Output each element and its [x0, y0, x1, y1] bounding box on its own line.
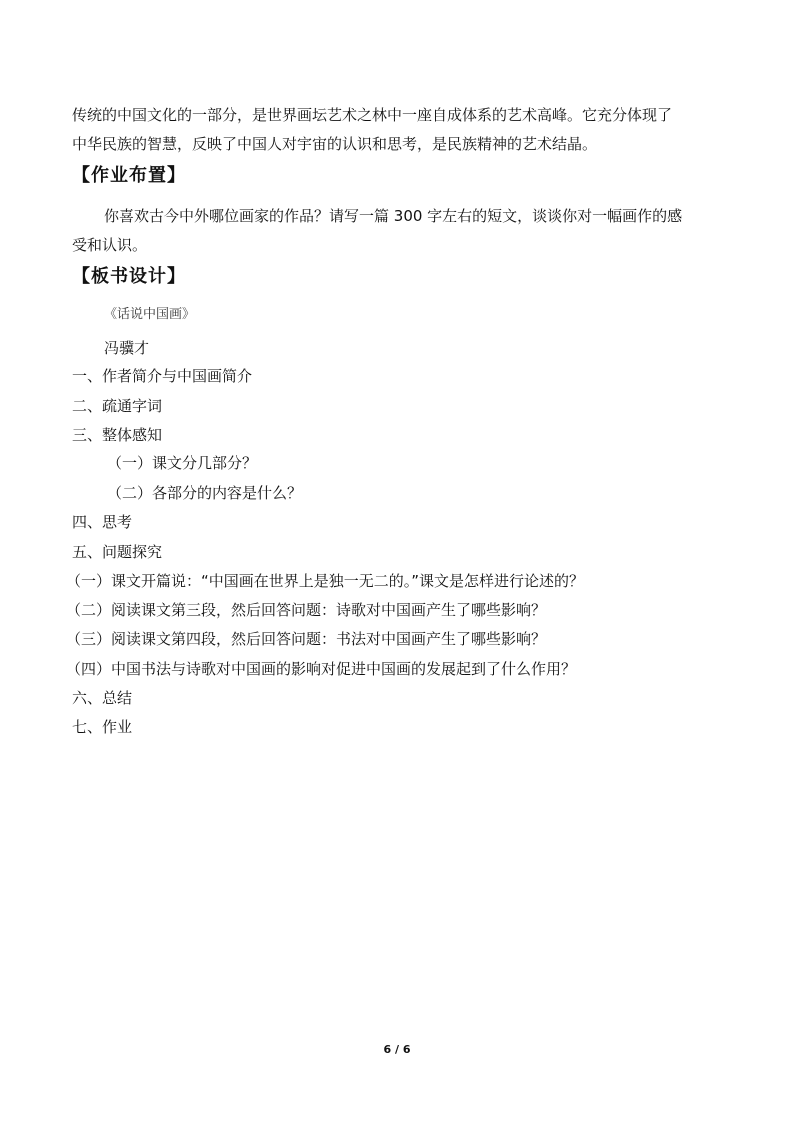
board-item-5-3: （三）阅读课文第四段，然后回答问题：书法对中国画产生了哪些影响？	[66, 630, 547, 648]
board-item-3: 三、整体感知	[72, 426, 163, 444]
board-item-6: 六、总结	[72, 689, 133, 707]
intro-line-2: 中华民族的智慧，反映了中国人对宇宙的认识和思考，是民族精神的艺术结晶。	[72, 135, 598, 153]
homework-line-1: 你喜欢古今中外哪位画家的作品？请写一篇 300 字左右的短文，谈谈你对一幅画作的感	[104, 207, 683, 225]
board-item-5-2: （二）阅读课文第三段，然后回答问题：诗歌对中国画产生了哪些影响？	[66, 601, 547, 619]
board-item-5: 五、问题探究	[72, 543, 163, 561]
board-title: 《话说中国画》	[104, 307, 196, 322]
board-item-3-1: （一）课文分几部分？	[107, 454, 258, 472]
board-item-3-2: （二）各部分的内容是什么？	[107, 484, 303, 502]
board-item-4: 四、思考	[72, 513, 133, 531]
homework-heading: 【作业布置】	[72, 165, 186, 186]
homework-line-2: 受和认识。	[72, 236, 148, 254]
board-author: 冯骥才	[104, 339, 150, 357]
board-item-1: 一、作者简介与中国画简介	[72, 367, 253, 385]
board-item-5-4: （四）中国书法与诗歌对中国画的影响对促进中国画的发展起到了什么作用？	[66, 660, 577, 678]
board-heading: 【板书设计】	[72, 266, 186, 287]
page-number: 6 / 6	[383, 1043, 411, 1056]
intro-line-1: 传统的中国文化的一部分，是世界画坛艺术之林中一座自成体系的艺术高峰。它充分体现了	[72, 106, 673, 124]
board-item-2: 二、疏通字词	[72, 397, 163, 415]
board-item-7: 七、作业	[72, 718, 133, 736]
board-item-5-1: （一）课文开篇说：“中国画在世界上是独一无二的。”课文是怎样进行论述的？	[66, 572, 585, 590]
